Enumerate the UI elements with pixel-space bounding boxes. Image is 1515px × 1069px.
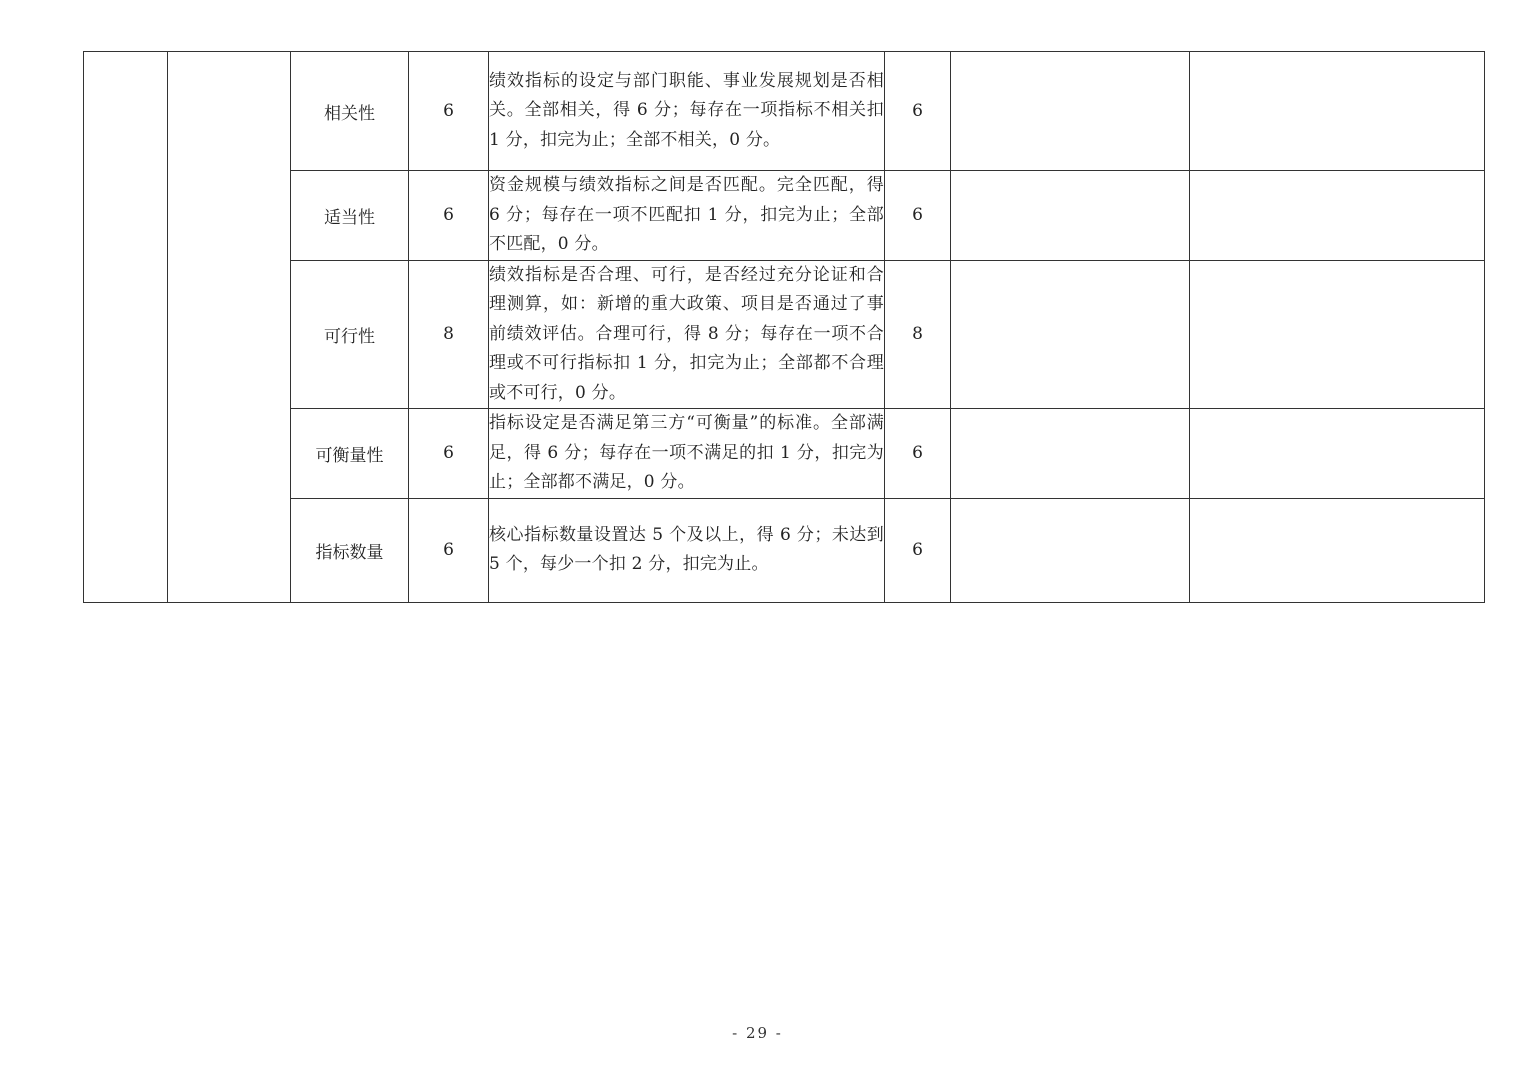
empty-cell: [1190, 498, 1485, 602]
item-name: 相关性: [291, 52, 409, 171]
empty-cell: [951, 498, 1190, 602]
item-score: 6: [885, 498, 951, 602]
item-weight: 6: [409, 52, 489, 171]
item-score: 8: [885, 260, 951, 409]
level1-indicator-cell: [84, 52, 168, 603]
empty-cell: [1190, 171, 1485, 261]
evaluation-table: [83, 51, 1485, 603]
empty-cell: [1190, 52, 1485, 171]
page-number: - 29 -: [732, 1024, 783, 1042]
item-score: 6: [885, 409, 951, 499]
table-row: [84, 498, 1485, 602]
empty-cell: [1190, 260, 1485, 409]
item-weight: 6: [409, 171, 489, 261]
item-weight: 8: [409, 260, 489, 409]
item-criteria: 绩效指标是否合理、可行，是否经过充分论证和合理测算，如：新增的重大政策、项目是否通过了事前绩效评估。合理可行，得 8 分；每存在一项不合理或不可行指标扣 1 分，扣完为止；全部都不合理或不可行，0 分。: [489, 260, 885, 409]
table-row: [84, 260, 1485, 409]
table-row: [84, 171, 1485, 261]
item-name: 适当性: [291, 171, 409, 261]
item-criteria: 核心指标数量设置达 5 个及以上，得 6 分；未达到 5 个，每少一个扣 2 分，扣完为止。: [489, 498, 885, 602]
item-score: 6: [885, 52, 951, 171]
item-criteria: 资金规模与绩效指标之间是否匹配。完全匹配，得 6 分；每存在一项不匹配扣 1 分，扣完为止；全部不匹配，0 分。: [489, 171, 885, 261]
table-row: [84, 409, 1485, 499]
empty-cell: [1190, 409, 1485, 499]
item-name: 指标数量: [291, 498, 409, 602]
item-name: 可衡量性: [291, 409, 409, 499]
item-weight: 6: [409, 498, 489, 602]
item-criteria: 指标设定是否满足第三方“可衡量”的标准。全部满足，得 6 分；每存在一项不满足的扣 1 分，扣完为止；全部都不满足，0 分。: [489, 409, 885, 499]
level2-indicator-cell: [168, 52, 291, 603]
table-row: [84, 52, 1485, 171]
empty-cell: [951, 260, 1190, 409]
empty-cell: [951, 52, 1190, 171]
item-criteria: 绩效指标的设定与部门职能、事业发展规划是否相关。全部相关，得 6 分；每存在一项指标不相关扣 1 分，扣完为止；全部不相关，0 分。: [489, 52, 885, 171]
item-score: 6: [885, 171, 951, 261]
item-weight: 6: [409, 409, 489, 499]
item-name: 可行性: [291, 260, 409, 409]
empty-cell: [951, 409, 1190, 499]
empty-cell: [951, 171, 1190, 261]
